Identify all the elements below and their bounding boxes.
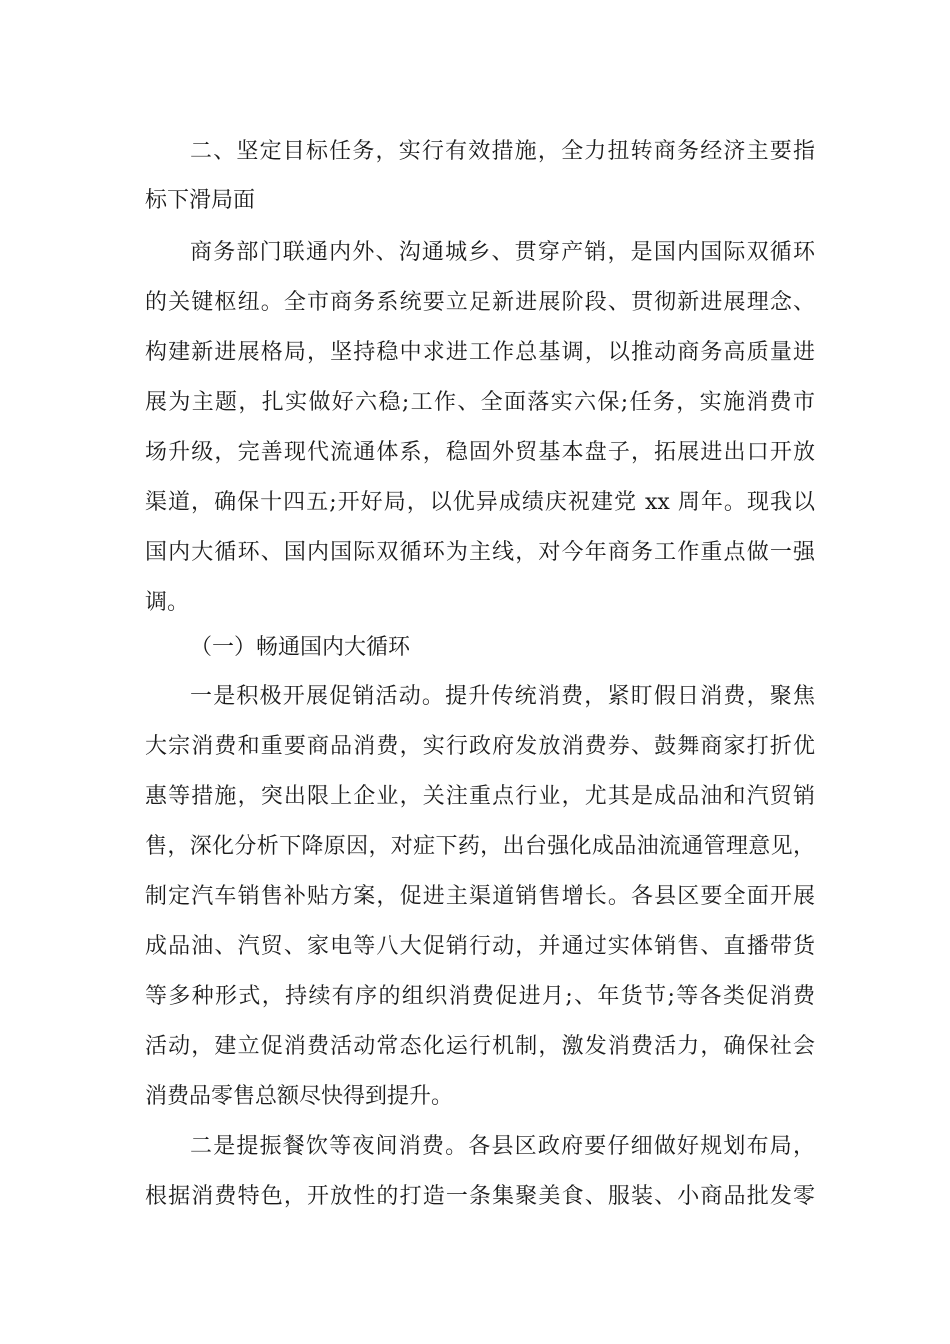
paragraph-line: 商务部门联通内外、沟通城乡、贯穿产销，是国内国际双循环 (190, 240, 815, 265)
paragraph-line: 展为主题，扎实做好六稳;工作、全面落实六保;任务，实施消费市 (145, 390, 815, 415)
paragraph-line: 渠道，确保十四五;开好局，以优异成绩庆祝建党 xx 周年。现我以 (145, 490, 815, 515)
paragraph-line: 等多种形式，持续有序的组织消费促进月;、年货节;等各类促消费 (145, 984, 815, 1009)
paragraph-line: 根据消费特色，开放性的打造一条集聚美食、服装、小商品批发零 (145, 1184, 815, 1209)
paragraph-line: 成品油、汽贸、家电等八大促销行动，并通过实体销售、直播带货 (145, 934, 815, 959)
paragraph-line: 惠等措施，突出限上企业，关注重点行业，尤其是成品油和汽贸销 (145, 784, 815, 809)
heading-section-two-cont: 标下滑局面 (145, 188, 256, 213)
paragraph-line: 的关键枢纽。全市商务系统要立足新进展阶段、贯彻新进展理念、 (145, 290, 815, 315)
paragraph-line: 消费品零售总额尽快得到提升。 (145, 1084, 454, 1109)
paragraph-line: 活动，建立促消费活动常态化运行机制，激发消费活力，确保社会 (145, 1034, 815, 1059)
paragraph-line: 二是提振餐饮等夜间消费。各县区政府要仔细做好规划布局， (190, 1134, 815, 1159)
paragraph-line: 制定汽车销售补贴方案，促进主渠道销售增长。各县区要全面开展 (145, 884, 815, 909)
paragraph-line: 一是积极开展促销活动。提升传统消费，紧盯假日消费，聚焦 (190, 684, 815, 709)
subheading-domestic-circulation: （一）畅通国内大循环 (190, 635, 411, 660)
heading-section-two: 二、坚定目标任务，实行有效措施，全力扭转商务经济主要指 (190, 139, 815, 164)
paragraph-line: 大宗消费和重要商品消费，实行政府发放消费券、鼓舞商家打折优 (145, 734, 815, 759)
paragraph-line: 构建新进展格局，坚持稳中求进工作总基调，以推动商务高质量进 (145, 340, 815, 365)
paragraph-line: 国内大循环、国内国际双循环为主线，对今年商务工作重点做一强 (145, 540, 815, 565)
paragraph-line: 场升级，完善现代流通体系，稳固外贸基本盘子，拓展进出口开放 (145, 440, 815, 465)
paragraph-line: 售，深化分析下降原因，对症下药，出台强化成品油流通管理意见， (145, 834, 815, 859)
paragraph-line: 调。 (145, 590, 190, 615)
